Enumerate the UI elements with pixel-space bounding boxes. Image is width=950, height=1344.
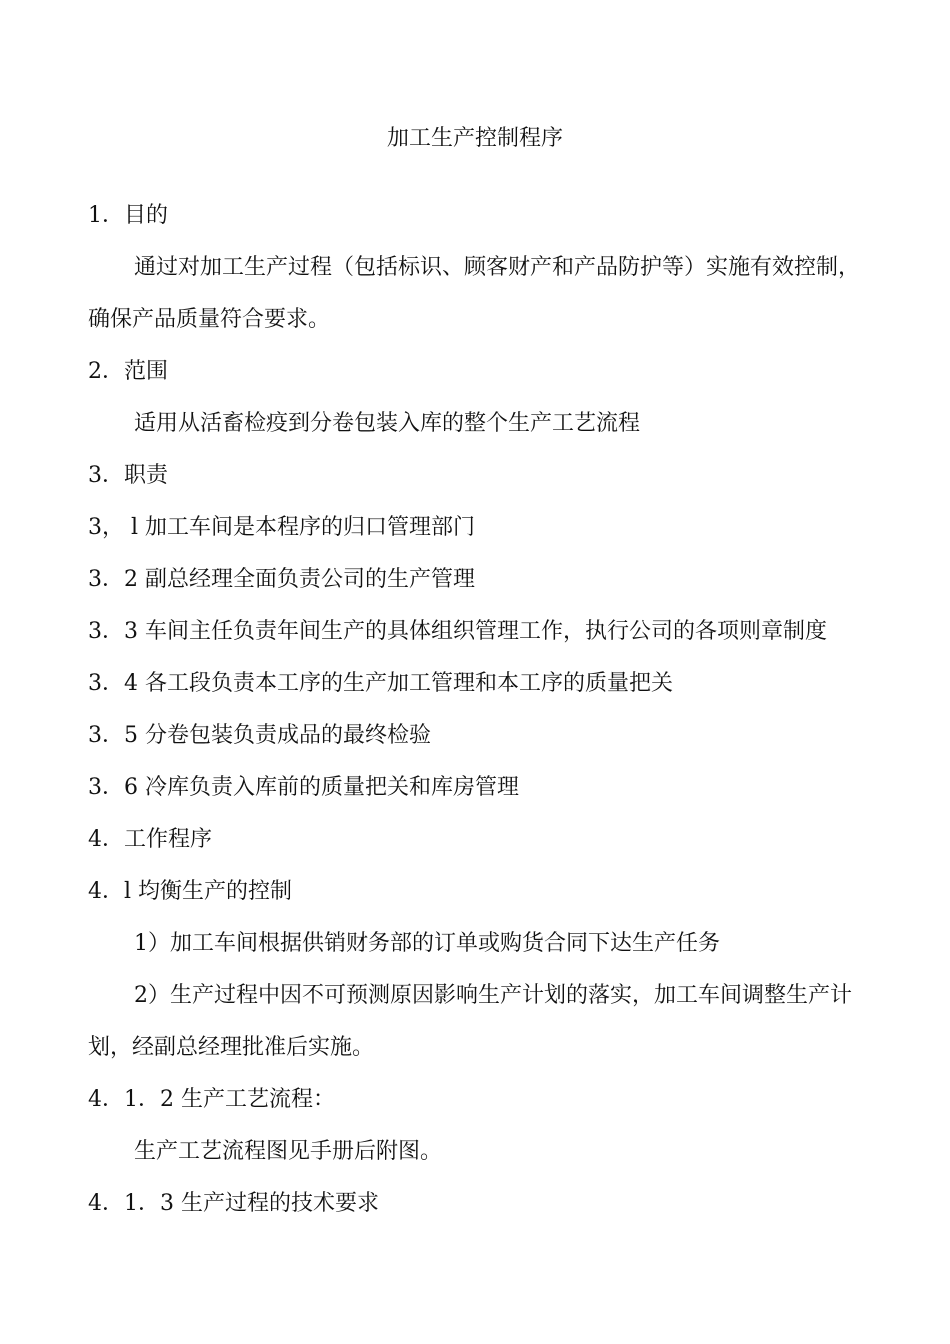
responsibility-item: 3．6 冷库负责入库前的质量把关和库房管理 [88,775,519,800]
procedure-item-line-2: 划，经副总经理批准后实施。 [88,1035,375,1060]
subsection-heading: 4．1．3 生产过程的技术要求 [88,1191,379,1216]
paragraph-scope: 适用从活畜检疫到分卷包装入库的整个生产工艺流程 [134,411,641,436]
procedure-item: 1）加工车间根据供销财务部的订单或购货合同下达生产任务 [134,931,720,956]
responsibility-item: 3．2 副总经理全面负责公司的生产管理 [88,567,475,592]
responsibility-item: 3， l 加工车间是本程序的归口管理部门 [88,515,476,540]
paragraph-purpose-line-2: 确保产品质量符合要求。 [88,307,331,332]
responsibility-item: 3．3 车间主任负责年间生产的具体组织管理工作，执行公司的各项则章制度 [88,619,827,644]
responsibility-item: 3．4 各工段负责本工序的生产加工管理和本工序的质量把关 [88,671,673,696]
section-heading-responsibilities: 3．职责 [88,463,168,488]
section-heading-purpose: 1．目的 [88,203,168,228]
document-title: 加工生产控制程序 [386,126,563,151]
responsibility-item: 3．5 分卷包装负责成品的最终检验 [88,723,431,748]
subsection-heading: 4．1．2 生产工艺流程： [88,1087,335,1112]
paragraph-purpose-line-1: 通过对加工生产过程（包括标识、顾客财产和产品防护等）实施有效控制， [134,255,861,280]
section-heading-scope: 2．范围 [88,359,168,384]
procedure-item-line-1: 2）生产过程中因不可预测原因影响生产计划的落实，加工车间调整生产计 [134,983,852,1008]
subsection-heading: 4．l 均衡生产的控制 [88,879,293,904]
section-heading-procedure: 4．工作程序 [88,827,212,852]
paragraph: 生产工艺流程图见手册后附图。 [134,1139,443,1164]
